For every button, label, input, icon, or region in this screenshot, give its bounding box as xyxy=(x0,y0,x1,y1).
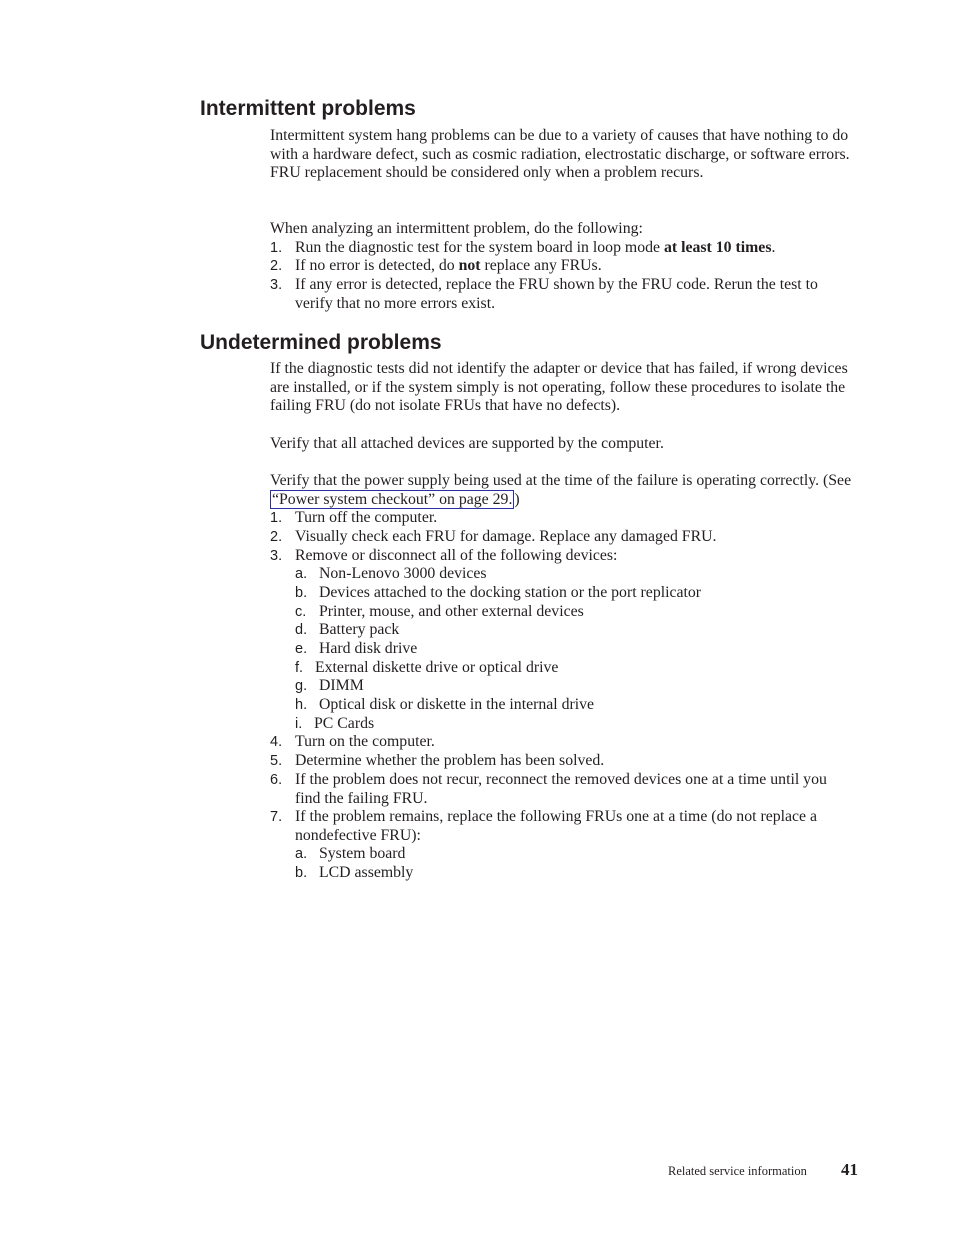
undetermined-verify-power xyxy=(270,472,855,509)
device-item: Hard disk drive xyxy=(319,640,418,657)
fru-item: LCD assembly xyxy=(319,864,414,881)
substep-letter: g. xyxy=(295,678,308,694)
substep-letter: c. xyxy=(295,604,307,620)
verify-text: ) xyxy=(514,490,520,508)
verify-text: Verify that the power supply being used at the time of the failure is operating correctly. (See xyxy=(270,472,852,489)
substep-letter: a. xyxy=(295,566,308,582)
step-number: 3. xyxy=(270,277,283,293)
substep-letter: e. xyxy=(295,641,308,657)
footer-section-label: Related service information xyxy=(668,1164,807,1178)
step-number: 1. xyxy=(270,240,283,256)
undetermined-step-7: If the problem remains, replace the following FRUs one at a time (do not replace a nondefective FRU): xyxy=(295,808,817,844)
step-text: . xyxy=(771,239,776,256)
device-item: Battery pack xyxy=(319,621,400,638)
step-text: Run the diagnostic test for the system board in loop mode xyxy=(295,239,664,256)
substep-letter: b. xyxy=(295,585,308,601)
undetermined-step-1: Turn off the computer. xyxy=(295,509,438,526)
device-item: PC Cards xyxy=(314,715,375,732)
substep-letter: i. xyxy=(295,716,303,732)
intermittent-intro: Intermittent system hang problems can be due to a variety of causes that have nothing to do with a hardware defect, such as cosmic radiation, electrostatic discharge, or software errors. FRU replacement should be considered only when a problem recurs. xyxy=(270,127,850,182)
intermittent-step-3: If any error is detected, replace the FRU shown by the FRU code. Rerun the test to verify that no more errors exist. xyxy=(295,276,818,312)
device-item: External diskette drive or optical drive xyxy=(315,659,559,676)
device-item: Optical disk or diskette in the internal drive xyxy=(319,696,595,713)
step-number: 1. xyxy=(270,510,283,526)
step-text: replace any FRUs. xyxy=(480,257,602,274)
substep-letter: d. xyxy=(295,622,308,638)
undetermined-verify-devices: Verify that all attached devices are supported by the computer. xyxy=(270,435,664,452)
undetermined-intro: If the diagnostic tests did not identify the adapter or device that has failed, if wrong devices are installed, or if the system simply is not operating, follow these procedures to isolate the failing FRU (do not isolate FRUs that have no defects). xyxy=(270,360,848,415)
undetermined-step-3: Remove or disconnect all of the following devices: xyxy=(295,547,618,564)
step-text: If no error is detected, do xyxy=(295,257,459,274)
device-item: Devices attached to the docking station or the port replicator xyxy=(319,584,702,601)
step-number: 5. xyxy=(270,753,283,769)
substep-letter: a. xyxy=(295,846,308,862)
step-emphasis: not xyxy=(458,257,481,274)
power-system-checkout-link[interactable]: “Power system checkout” on page 29. xyxy=(272,490,513,508)
intermittent-step-1 xyxy=(295,239,855,258)
fru-item: System board xyxy=(319,845,406,862)
step-number: 3. xyxy=(270,548,283,564)
step-number: 4. xyxy=(270,734,283,750)
heading-undetermined-problems: Undetermined problems xyxy=(200,331,442,354)
undetermined-step-5: Determine whether the problem has been solved. xyxy=(295,752,605,769)
device-item: Non-Lenovo 3000 devices xyxy=(319,565,487,582)
step-number: 2. xyxy=(270,258,283,274)
step-number: 7. xyxy=(270,809,283,825)
substep-letter: f. xyxy=(295,660,304,676)
page-number: 41 xyxy=(841,1160,858,1179)
substep-letter: h. xyxy=(295,697,308,713)
device-item: DIMM xyxy=(319,677,364,694)
substep-letter: b. xyxy=(295,865,308,881)
heading-intermittent-problems: Intermittent problems xyxy=(200,97,416,120)
undetermined-step-4: Turn on the computer. xyxy=(295,733,435,750)
step-emphasis: at least 10 times xyxy=(663,239,772,256)
intermittent-step-2 xyxy=(295,257,855,276)
device-item: Printer, mouse, and other external devices xyxy=(319,603,584,620)
undetermined-step-6: If the problem does not recur, reconnect the removed devices one at a time until you find the failing FRU. xyxy=(295,771,827,807)
step-number: 2. xyxy=(270,529,283,545)
intermittent-lead: When analyzing an intermittent problem, do the following: xyxy=(270,220,643,237)
step-number: 6. xyxy=(270,772,283,788)
undetermined-step-2: Visually check each FRU for damage. Replace any damaged FRU. xyxy=(295,528,717,545)
